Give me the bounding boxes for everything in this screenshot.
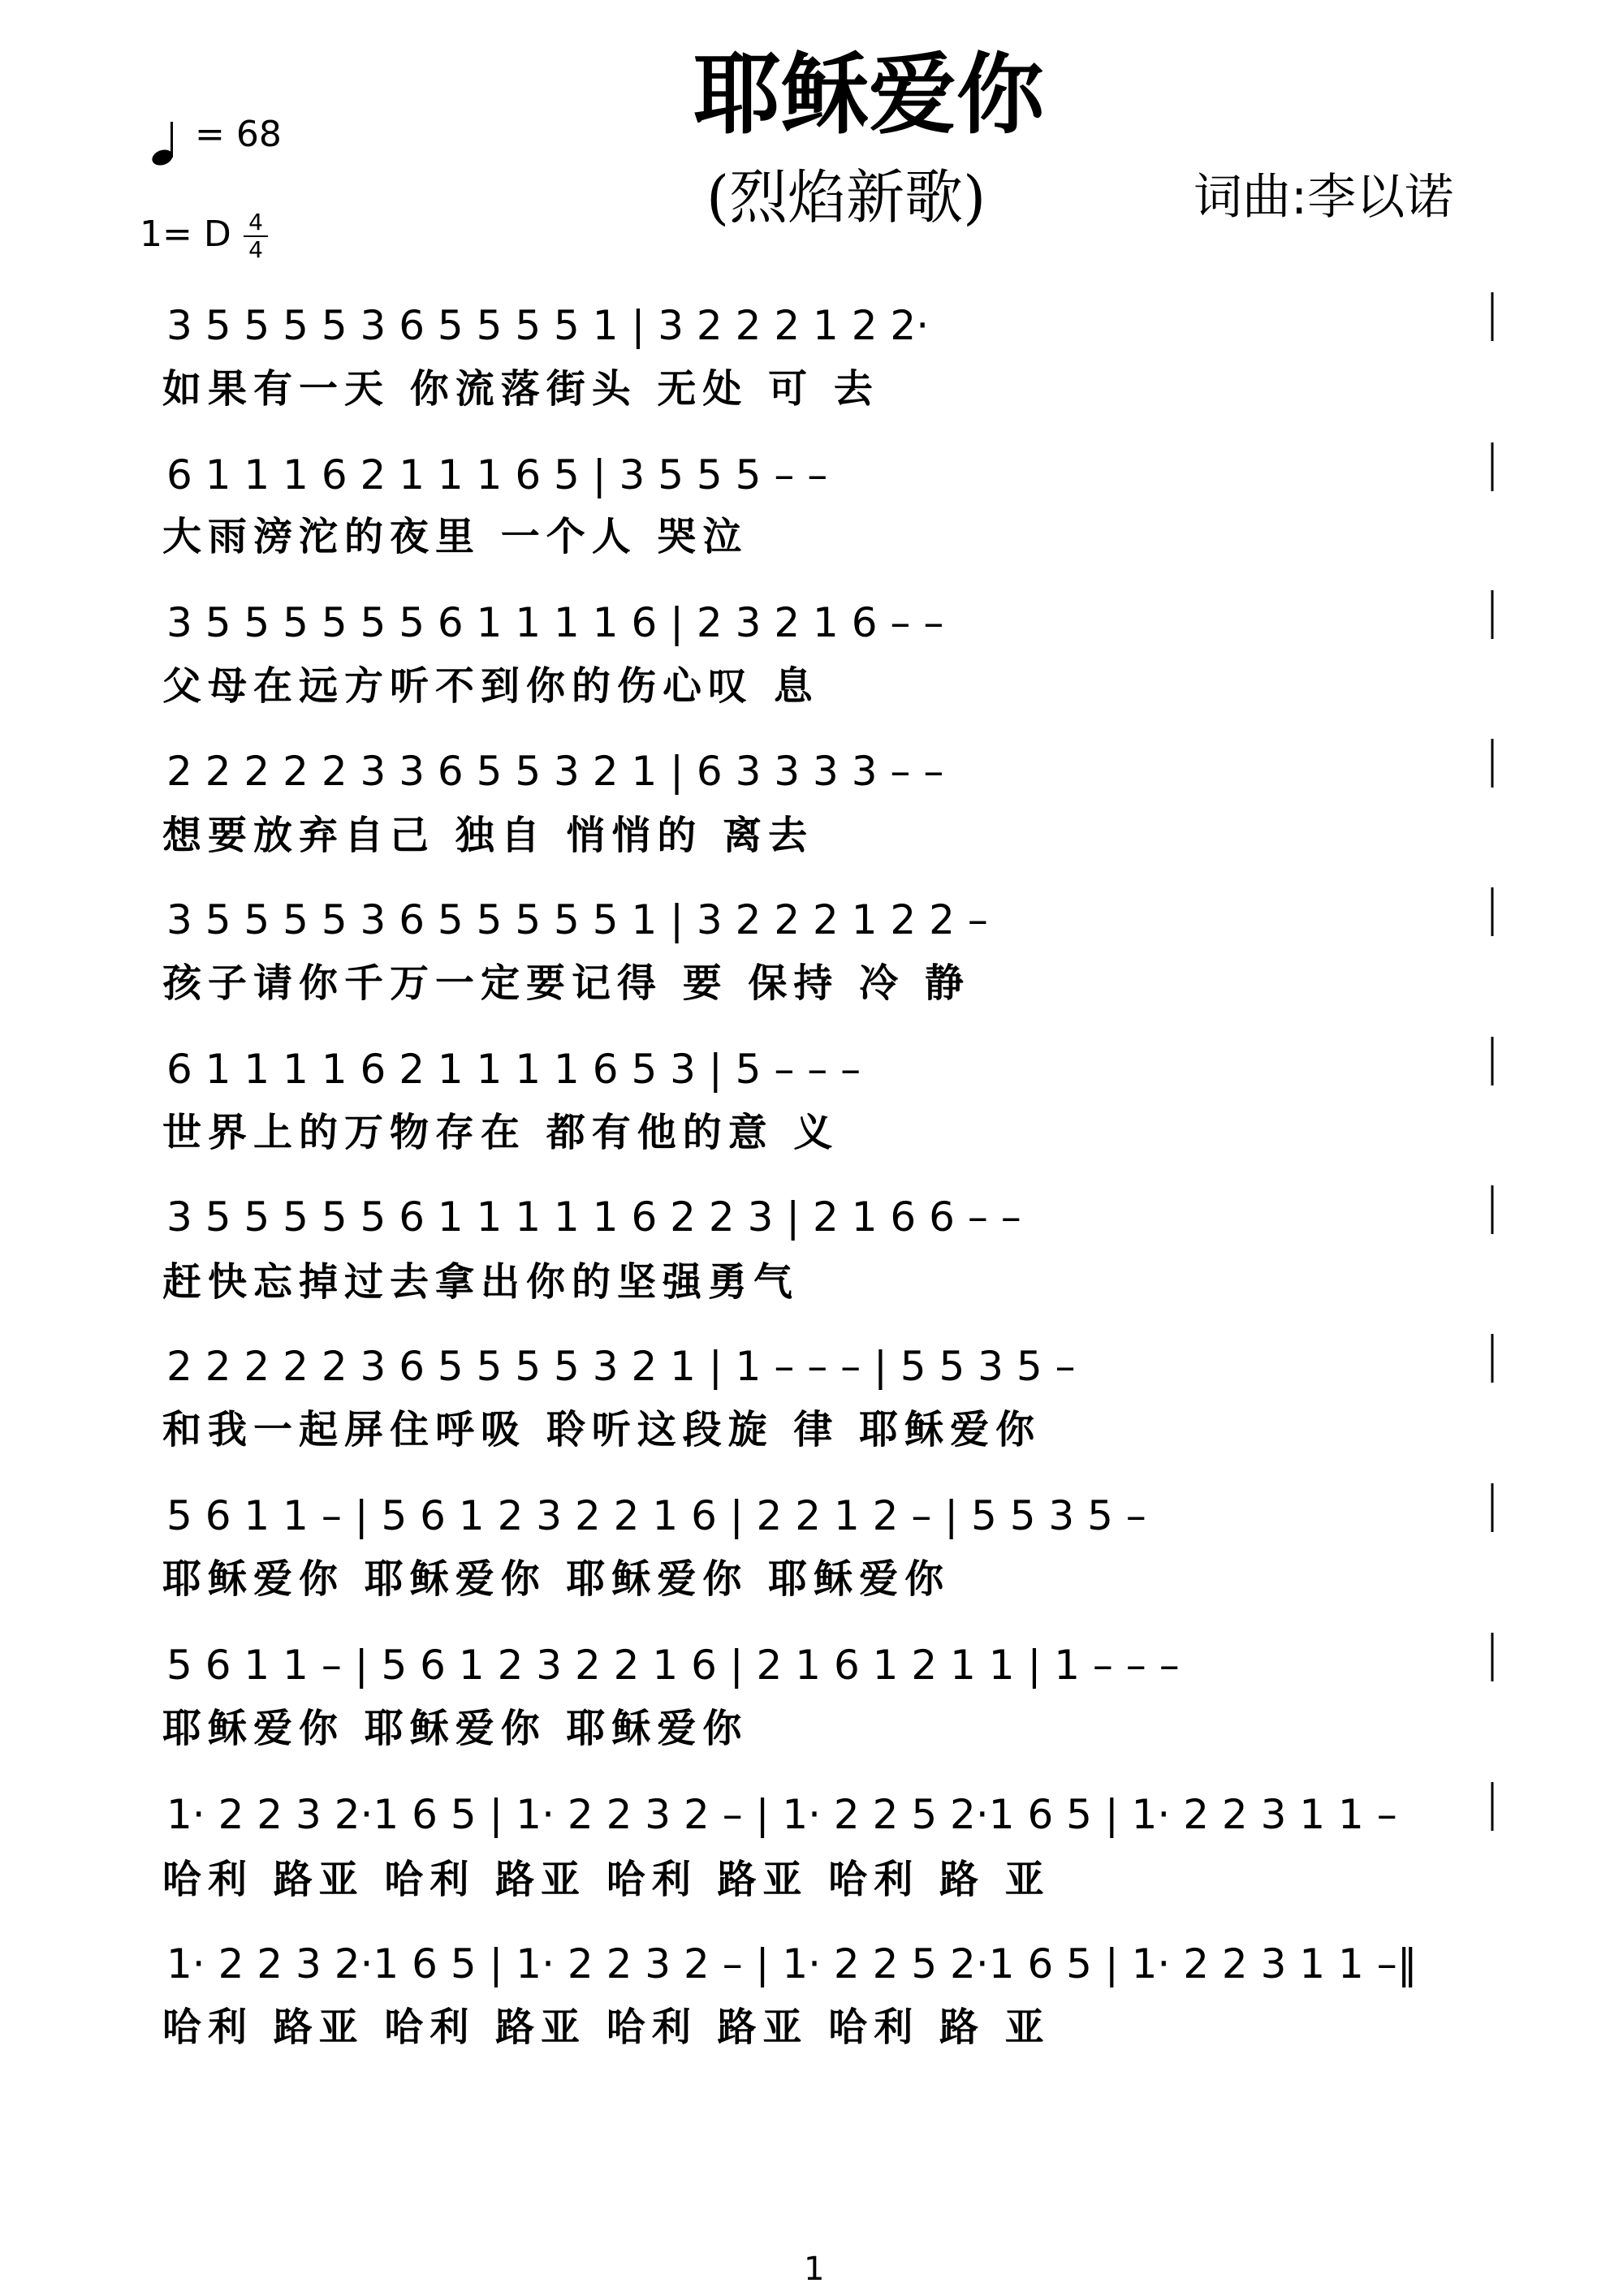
- notation-row-8: 2 2 2 2 2 3 6 5 5 5 5 3 2 1 | 1 – – – | 5 5 3 5 –: [166, 1343, 1076, 1390]
- notation-row-11: 1· 2 2 3 2·1 6 5 | 1· 2 2 3 2 – | 1· 2 2 5 2·1 6 5 | 1· 2 2 3 1 1 –: [166, 1791, 1397, 1838]
- notation-row-12: 1· 2 2 3 2·1 6 5 | 1· 2 2 3 2 – | 1· 2 2 5 2·1 6 5 | 1· 2 2 3 1 1 –‖: [166, 1940, 1418, 1987]
- notation-row-4: 2 2 2 2 2 3 3 6 5 5 3 2 1 | 6 3 3 3 3 – –: [166, 748, 944, 795]
- lyrics-row-1: 如果有一天 你流落街头 无处 可 去: [162, 366, 879, 412]
- lyrics-row-5: 孩子请你千万一定要记得 要 保持 冷 静: [162, 960, 970, 1006]
- time-signature-bottom: 4: [248, 236, 263, 263]
- lyrics-row-12: 哈利 路亚 哈利 路亚 哈利 路亚 哈利 路 亚: [162, 2005, 1051, 2050]
- lyrics-row-3: 父母在远方听不到你的伤心叹 息: [162, 663, 819, 709]
- notation-row-9: 5 6 1 1 – | 5 6 1 2 3 2 2 1 6 | 2 2 1 2 – | 5 5 3 5 –: [166, 1492, 1146, 1539]
- notation-row-7: 3 5 5 5 5 5 6 1 1 1 1 1 6 2 2 3 | 2 1 6 6 – –: [166, 1193, 1021, 1241]
- lyrics-row-9: 耶稣爱你 耶稣爱你 耶稣爱你 耶稣爱你: [162, 1556, 951, 1602]
- notation-row-3: 3 5 5 5 5 5 5 6 1 1 1 1 6 | 2 3 2 1 6 – –: [166, 599, 944, 646]
- notation-row-1: 3 5 5 5 5 3 6 5 5 5 5 1 | 3 2 2 2 1 2 2·: [166, 302, 930, 349]
- notation-row-2: 6 1 1 1 6 2 1 1 1 6 5 | 3 5 5 5 – –: [166, 451, 828, 498]
- lyrics-row-4: 想要放弃自己 独自 悄悄的 离去: [162, 813, 814, 858]
- lyrics-row-6: 世界上的万物存在 都有他的意 义: [162, 1110, 840, 1155]
- notation-row-6: 6 1 1 1 1 6 2 1 1 1 1 6 5 3 | 5 – – –: [166, 1046, 861, 1093]
- lyrics-row-7: 赶快忘掉过去拿出你的坚强勇气: [162, 1259, 800, 1305]
- lyrics-row-8: 和我一起屏住呼吸 聆听这段旋 律 耶稣爱你: [162, 1407, 1042, 1452]
- lyrics-row-10: 耶稣爱你 耶稣爱你 耶稣爱你: [162, 1706, 749, 1751]
- page-number: 1: [804, 2251, 825, 2288]
- notation-row-5: 3 5 5 5 5 3 6 5 5 5 5 5 1 | 3 2 2 2 1 2 2 –: [166, 896, 988, 943]
- lyrics-row-11: 哈利 路亚 哈利 路亚 哈利 路亚 哈利 路 亚: [162, 1857, 1051, 1902]
- composer-credit: 词曲:李以诺: [1194, 169, 1454, 226]
- song-title: 耶稣爱你: [693, 44, 1044, 146]
- song-subtitle: (烈焰新歌): [706, 163, 986, 231]
- key-signature: 1= D: [140, 214, 231, 255]
- lyrics-row-2: 大雨滂沱的夜里 一个人 哭泣: [162, 514, 749, 559]
- time-signature-top: 4: [248, 209, 263, 235]
- tempo-marking: = 68: [195, 114, 282, 155]
- notation-row-10: 5 6 1 1 – | 5 6 1 2 3 2 2 1 6 | 2 1 6 1 2 1 1 | 1 – – –: [166, 1642, 1180, 1689]
